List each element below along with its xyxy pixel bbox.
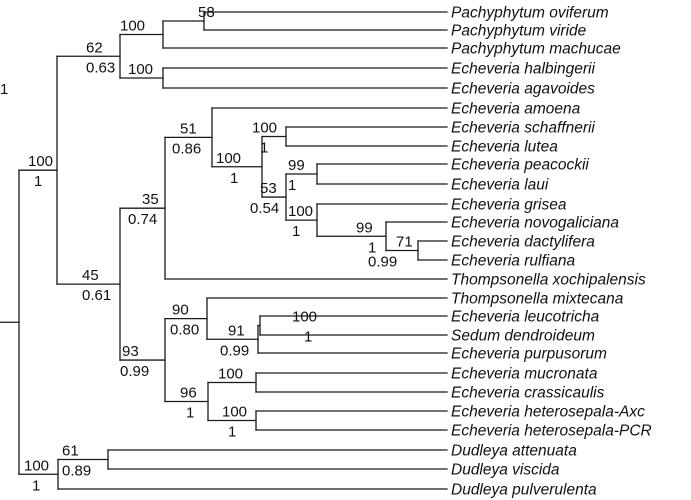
posterior-label: 0.80 <box>170 321 200 339</box>
taxon-label: Dudleya pulverulenta <box>451 481 597 499</box>
bootstrap-label: 71 <box>396 233 413 251</box>
bootstrap-label: 100 <box>222 403 248 421</box>
taxon-label: Pachyphytum machucae <box>451 40 621 58</box>
posterior-label: 1 <box>260 139 269 157</box>
posterior-label: 0.54 <box>250 200 280 218</box>
posterior-label: 1 <box>304 328 313 346</box>
bootstrap-label: 100 <box>28 153 54 171</box>
posterior-label: 0.63 <box>86 59 116 77</box>
taxon-label: Pachyphytum viride <box>451 22 587 40</box>
taxon-label: Dudleya attenuata <box>451 442 577 460</box>
posterior-label: 0.89 <box>62 462 92 480</box>
taxon-label: Echeveria laui <box>451 176 549 194</box>
bootstrap-label: 35 <box>142 191 159 209</box>
taxon-label: Echeveria peacockii <box>451 156 589 174</box>
posterior-label: 1 <box>0 81 9 98</box>
taxon-label: Echeveria heterosepala-PCR <box>451 422 652 440</box>
taxon-label: Echeveria novogaliciana <box>451 214 620 232</box>
taxon-label: Pachyphytum oviferum <box>451 4 609 22</box>
bootstrap-label: 100 <box>252 119 278 137</box>
taxon-label: Echeveria crassicaulis <box>451 384 605 402</box>
bootstrap-label: 99 <box>356 219 373 237</box>
posterior-label: 0.99 <box>120 363 150 381</box>
posterior-label: 0.86 <box>172 140 202 158</box>
posterior-label: 1 <box>228 423 237 441</box>
taxon-label: Echeveria grisea <box>451 196 567 214</box>
bootstrap-label: 100 <box>292 308 318 326</box>
posterior-label: 0.99 <box>220 342 250 360</box>
taxon-labels <box>451 5 652 499</box>
bootstrap-label: 93 <box>122 343 139 361</box>
taxon-label: Echeveria purpusorum <box>451 345 607 363</box>
taxon-label: Echeveria dactylifera <box>451 233 595 251</box>
taxon-label: Sedum dendroideum <box>451 327 595 345</box>
taxon-label: Echeveria halbingerii <box>451 60 595 78</box>
taxon-label: Echeveria mucronata <box>451 365 598 383</box>
support-labels <box>0 4 413 494</box>
bootstrap-label: 61 <box>62 442 79 460</box>
taxon-label: Echeveria leucotricha <box>451 308 600 326</box>
posterior-label: 0.61 <box>82 287 112 305</box>
bootstrap-label: 51 <box>180 120 197 138</box>
posterior-label: 1 <box>186 404 195 422</box>
posterior-label: 1 <box>34 173 43 191</box>
taxon-label: Dudleya viscida <box>451 461 560 479</box>
posterior-label: 0.99 <box>368 253 398 271</box>
posterior-label: 1 <box>292 223 301 241</box>
posterior-label: 1 <box>368 239 377 257</box>
taxon-label: Echeveria heterosepala-Axc <box>451 403 645 421</box>
bootstrap-label: 100 <box>218 365 244 383</box>
bootstrap-label: 100 <box>120 17 146 35</box>
bootstrap-label: 45 <box>82 267 99 285</box>
bootstrap-label: 90 <box>172 301 189 319</box>
taxon-label: Echeveria schaffnerii <box>451 119 595 137</box>
bootstrap-label: 100 <box>288 203 314 221</box>
bootstrap-label: 58 <box>198 4 215 21</box>
taxon-label: Echeveria rulfiana <box>451 252 576 270</box>
posterior-label: 1 <box>288 177 297 194</box>
bootstrap-label: 96 <box>180 384 197 402</box>
posterior-label: 0.74 <box>128 211 158 229</box>
posterior-label: 1 <box>32 477 41 495</box>
bootstrap-label: 91 <box>228 322 245 340</box>
taxon-label: Thompsonella xochipalensis <box>451 271 646 289</box>
bootstrap-label: 100 <box>216 149 242 167</box>
bootstrap-label: 99 <box>288 157 305 174</box>
bootstrap-label: 100 <box>128 61 154 78</box>
bootstrap-label: 53 <box>260 180 277 198</box>
taxon-label: Thompsonella mixtecana <box>451 290 624 308</box>
bootstrap-label: 62 <box>86 39 103 57</box>
posterior-label: 1 <box>230 169 239 187</box>
taxon-label: Echeveria amoena <box>451 100 581 118</box>
taxon-label: Echeveria agavoides <box>451 80 595 98</box>
bootstrap-label: 100 <box>24 457 50 475</box>
taxon-label: Echeveria lutea <box>451 138 558 156</box>
